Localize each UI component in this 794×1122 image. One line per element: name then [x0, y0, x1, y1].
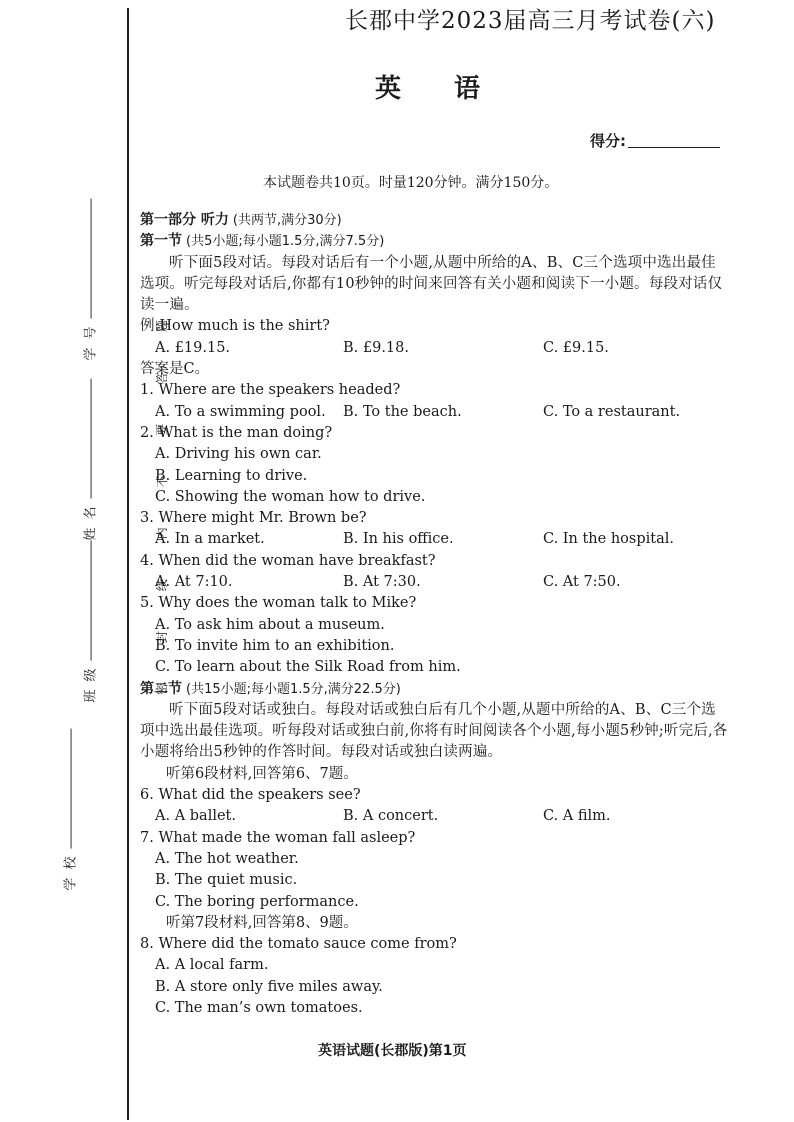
section2-instruction: 听下面5段对话或独白。每段对话或独白后有几个小题,从题中所给的A、B、C三个选项中选出最佳选项。听每段对话或独白前,你将有时间阅读各个小题,每小题5秒钟;听完后,各小题将给出5秒钟的作答时间。每段对话或独白读两遍。: [140, 701, 728, 761]
q3-options: [140, 529, 728, 550]
example-question: 例:How much is the shirt?: [140, 318, 330, 335]
example-option-b: B. £9.18.: [343, 339, 409, 356]
q6-option-a: A. A ballet.: [155, 808, 236, 825]
q1-option-a: A. To a swimming pool.: [155, 403, 326, 420]
material6-note: 听第6段材料,回答第6、7题。: [166, 765, 358, 782]
q4-option-a: A. At 7:10.: [155, 574, 233, 591]
name-label: 姓 名: [83, 504, 99, 541]
q1-option-b: B. To the beach.: [343, 403, 462, 420]
section2-heading: [140, 679, 728, 700]
exam-content: [140, 210, 728, 1019]
q5-option-b: B. To invite him to an exhibition.: [155, 637, 395, 654]
q3-stem: 3. Where might Mr. Brown be?: [140, 510, 367, 527]
q1-stem: 1. Where are the speakers headed?: [140, 382, 401, 399]
seal-notice: 密 封 线 内 不 要 答 题: [154, 302, 169, 695]
binding-line: [127, 8, 129, 1120]
page-footer: 英语试题(长郡版)第1页: [318, 1043, 467, 1059]
section2-title: 第二节: [140, 680, 182, 697]
school-blank[interactable]: [71, 728, 72, 848]
q4-stem: 4. When did the woman have breakfast?: [140, 552, 436, 569]
example-options: [140, 338, 728, 359]
q7-stem: 7. What made the woman fall asleep?: [140, 829, 416, 846]
student-no-label: 学 号: [83, 324, 99, 361]
score-blank[interactable]: [628, 147, 720, 148]
name-blank[interactable]: [91, 378, 92, 498]
q4-option-b: B. At 7:30.: [343, 574, 421, 591]
school-field: [60, 728, 79, 890]
q4-options: [140, 572, 728, 593]
class-field: [80, 540, 99, 702]
q1-options: [140, 402, 728, 423]
q6-options: [140, 806, 728, 827]
exam-title: 长郡中学2023届高三月考试卷(六): [345, 8, 716, 34]
q6-option-c: C. A film.: [543, 808, 611, 825]
exam-intro: 本试题卷共10页。时量120分钟。满分150分。: [263, 175, 559, 191]
part1-title: 第一部分 听力: [140, 212, 229, 228]
q6-option-b: B. A concert.: [343, 808, 439, 825]
section1-instruction: 听下面5段对话。每段对话后有一个小题,从题中所给的A、B、C三个选项中选出最佳选项。听完每段对话后,你都有10秒钟的时间来回答有关小题和阅读下一小题。每段对话仅读一遍。: [140, 254, 723, 314]
section1-title: 第一节: [140, 233, 182, 250]
q5-option-c: C. To learn about the Silk Road from him.: [155, 659, 461, 676]
q8-option-c: C. The man’s own tomatoes.: [155, 999, 363, 1016]
student-no-field: [80, 198, 99, 360]
student-no-blank[interactable]: [91, 198, 92, 318]
q8-option-a: A. A local farm.: [155, 957, 269, 974]
q7-option-a: A. The hot weather.: [155, 850, 299, 867]
section1-heading: [140, 231, 728, 252]
material7-note: 听第7段材料,回答第8、9题。: [166, 914, 358, 931]
class-blank[interactable]: [91, 540, 92, 660]
class-label: 班 级: [83, 666, 99, 703]
name-field: [80, 378, 99, 540]
score-field: [590, 130, 720, 151]
subject-title: 英 语: [375, 74, 503, 104]
section2-note: (共15小题;每小题1.5分,满分22.5分): [186, 681, 401, 697]
q3-option-b: B. In his office.: [343, 531, 454, 548]
q2-stem: 2. What is the man doing?: [140, 424, 333, 441]
q2-option-a: A. Driving his own car.: [155, 446, 322, 463]
section1-note: (共5小题;每小题1.5分,满分7.5分): [186, 234, 385, 250]
q3-option-a: A. In a market.: [155, 531, 265, 548]
q8-stem: 8. Where did the tomato sauce come from?: [140, 936, 457, 953]
example-answer: 答案是C。: [140, 361, 210, 378]
q4-option-c: C. At 7:50.: [543, 574, 621, 591]
q2-option-c: C. Showing the woman how to drive.: [155, 488, 426, 505]
q5-stem: 5. Why does the woman talk to Mike?: [140, 595, 417, 612]
part1-heading: [140, 210, 728, 231]
score-label: 得分:: [590, 132, 626, 150]
example-option-c: C. £9.15.: [543, 339, 609, 356]
q2-option-b: B. Learning to drive.: [155, 467, 308, 484]
q5-option-a: A. To ask him about a museum.: [155, 616, 385, 633]
q7-option-c: C. The boring performance.: [155, 893, 359, 910]
q3-option-c: C. In the hospital.: [543, 531, 674, 548]
q1-option-c: C. To a restaurant.: [543, 403, 681, 420]
part1-note: (共两节,满分30分): [232, 213, 342, 228]
school-label: 学 校: [63, 854, 79, 891]
q8-option-b: B. A store only five miles away.: [155, 978, 383, 995]
q7-option-b: B. The quiet music.: [155, 872, 298, 889]
example-option-a: A. £19.15.: [155, 339, 231, 356]
q6-stem: 6. What did the speakers see?: [140, 787, 361, 804]
